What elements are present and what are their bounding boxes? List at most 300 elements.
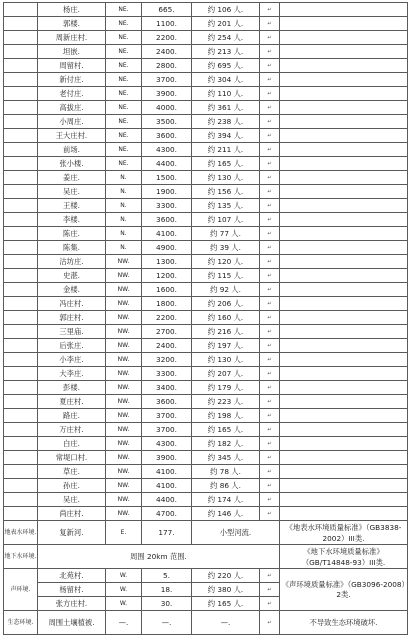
village-return-mark: ↵ bbox=[260, 353, 280, 367]
village-return-mark: ↵ bbox=[260, 283, 280, 297]
other-env-rows bbox=[4, 521, 408, 635]
village-name: 彭楼. bbox=[38, 381, 106, 395]
village-direction: NE. bbox=[106, 143, 142, 157]
village-standard-blank bbox=[280, 437, 408, 451]
village-distance: 3200. bbox=[142, 353, 192, 367]
village-blank-cell bbox=[4, 143, 38, 157]
village-row bbox=[4, 213, 408, 227]
village-row bbox=[4, 269, 408, 283]
village-name: 周留村. bbox=[38, 59, 106, 73]
village-return-mark: ↵ bbox=[260, 339, 280, 353]
village-population: 约 86 人. bbox=[192, 479, 260, 493]
acoustic-standard: 《声环境质量标准》（GB3096-2008）2类. bbox=[280, 569, 408, 611]
village-distance: 3600. bbox=[142, 395, 192, 409]
village-standard-blank bbox=[280, 3, 408, 17]
village-return-mark: ↵ bbox=[260, 507, 280, 521]
village-standard-blank bbox=[280, 409, 408, 423]
village-blank-cell bbox=[4, 297, 38, 311]
village-return-mark: ↵ bbox=[260, 325, 280, 339]
ecology-distance: —. bbox=[142, 611, 192, 635]
ground-water-row bbox=[4, 545, 408, 569]
village-distance: 4100. bbox=[142, 465, 192, 479]
village-direction: NW. bbox=[106, 381, 142, 395]
village-standard-blank bbox=[280, 199, 408, 213]
village-blank-cell bbox=[4, 423, 38, 437]
village-population: 约 107 人. bbox=[192, 213, 260, 227]
village-population: 约 207 人. bbox=[192, 367, 260, 381]
village-distance: 4400. bbox=[142, 157, 192, 171]
village-direction: NW. bbox=[106, 409, 142, 423]
village-direction: NW. bbox=[106, 367, 142, 381]
acoustic-return-1: ↵ bbox=[260, 569, 280, 583]
village-return-mark: ↵ bbox=[260, 297, 280, 311]
village-population: 约 135 人. bbox=[192, 199, 260, 213]
village-row bbox=[4, 185, 408, 199]
village-standard-blank bbox=[280, 353, 408, 367]
village-distance: 3400. bbox=[142, 381, 192, 395]
village-row bbox=[4, 339, 408, 353]
village-distance: 3500. bbox=[142, 115, 192, 129]
village-row bbox=[4, 129, 408, 143]
village-blank-cell bbox=[4, 493, 38, 507]
village-row bbox=[4, 283, 408, 297]
village-row bbox=[4, 409, 408, 423]
village-standard-blank bbox=[280, 171, 408, 185]
ecology-category: 生态环境. bbox=[4, 611, 38, 635]
village-standard-blank bbox=[280, 493, 408, 507]
village-return-mark: ↵ bbox=[260, 3, 280, 17]
village-standard-blank bbox=[280, 227, 408, 241]
village-distance: 4400. bbox=[142, 493, 192, 507]
village-return-mark: ↵ bbox=[260, 395, 280, 409]
village-name: 吴庄. bbox=[38, 185, 106, 199]
village-distance: 2400. bbox=[142, 339, 192, 353]
village-distance: 4100. bbox=[142, 227, 192, 241]
village-population: 约 130 人. bbox=[192, 353, 260, 367]
village-population: 约 695 人. bbox=[192, 59, 260, 73]
village-return-mark: ↵ bbox=[260, 409, 280, 423]
village-standard-blank bbox=[280, 45, 408, 59]
village-distance: 3700. bbox=[142, 73, 192, 87]
village-row bbox=[4, 493, 408, 507]
village-direction: N. bbox=[106, 213, 142, 227]
surface-water-row bbox=[4, 521, 408, 545]
village-distance: 1800. bbox=[142, 297, 192, 311]
village-row bbox=[4, 255, 408, 269]
village-population: 约 120 人. bbox=[192, 255, 260, 269]
village-direction: NW. bbox=[106, 507, 142, 521]
village-distance: 2700. bbox=[142, 325, 192, 339]
village-blank-cell bbox=[4, 451, 38, 465]
village-row bbox=[4, 241, 408, 255]
village-distance: 1900. bbox=[142, 185, 192, 199]
village-distance: 3600. bbox=[142, 129, 192, 143]
village-row bbox=[4, 479, 408, 493]
village-name: 尚庄村. bbox=[38, 507, 106, 521]
village-blank-cell bbox=[4, 269, 38, 283]
village-direction: NW. bbox=[106, 437, 142, 451]
village-blank-cell bbox=[4, 3, 38, 17]
village-distance: 2800. bbox=[142, 59, 192, 73]
village-standard-blank bbox=[280, 73, 408, 87]
ecology-population: —. bbox=[192, 611, 260, 635]
village-row bbox=[4, 325, 408, 339]
village-row bbox=[4, 143, 408, 157]
village-name: 万庄村. bbox=[38, 423, 106, 437]
village-name: 常堤口村. bbox=[38, 451, 106, 465]
village-row bbox=[4, 199, 408, 213]
village-standard-blank bbox=[280, 325, 408, 339]
village-distance: 3300. bbox=[142, 367, 192, 381]
village-return-mark: ↵ bbox=[260, 171, 280, 185]
village-blank-cell bbox=[4, 255, 38, 269]
village-distance: 3600. bbox=[142, 213, 192, 227]
village-direction: NW. bbox=[106, 255, 142, 269]
acoustic-return-2: ↵ bbox=[260, 583, 280, 597]
village-standard-blank bbox=[280, 59, 408, 73]
village-blank-cell bbox=[4, 129, 38, 143]
village-return-mark: ↵ bbox=[260, 269, 280, 283]
village-population: 约 201 人. bbox=[192, 17, 260, 31]
village-row bbox=[4, 31, 408, 45]
village-name: 后张庄. bbox=[38, 339, 106, 353]
village-return-mark: ↵ bbox=[260, 87, 280, 101]
village-direction: NE. bbox=[106, 59, 142, 73]
village-name: 姜庄. bbox=[38, 171, 106, 185]
village-distance: 4300. bbox=[142, 143, 192, 157]
acoustic-population-1: 约 220 人. bbox=[192, 569, 260, 583]
village-return-mark: ↵ bbox=[260, 367, 280, 381]
village-distance: 2200. bbox=[142, 31, 192, 45]
village-name: 金楼. bbox=[38, 283, 106, 297]
village-row bbox=[4, 437, 408, 451]
village-population: 约 165 人. bbox=[192, 423, 260, 437]
village-row bbox=[4, 3, 408, 17]
village-direction: NE. bbox=[106, 3, 142, 17]
village-distance: 665. bbox=[142, 3, 192, 17]
village-name: 草庄. bbox=[38, 465, 106, 479]
village-population: 约 106 人. bbox=[192, 3, 260, 17]
village-return-mark: ↵ bbox=[260, 465, 280, 479]
village-standard-blank bbox=[280, 395, 408, 409]
village-population: 约 198 人. bbox=[192, 409, 260, 423]
surface-water-name: 复新河. bbox=[38, 521, 106, 545]
village-blank-cell bbox=[4, 171, 38, 185]
sensitive-targets-table bbox=[3, 2, 408, 635]
village-row bbox=[4, 87, 408, 101]
village-blank-cell bbox=[4, 465, 38, 479]
village-standard-blank bbox=[280, 87, 408, 101]
village-distance: 4700. bbox=[142, 507, 192, 521]
acoustic-population-3: 约 165 人. bbox=[192, 597, 260, 611]
village-row bbox=[4, 311, 408, 325]
village-name: 史湛. bbox=[38, 269, 106, 283]
ecology-row bbox=[4, 611, 408, 635]
village-population: 约 39 人. bbox=[192, 241, 260, 255]
village-name: 冯庄村. bbox=[38, 297, 106, 311]
village-standard-blank bbox=[280, 367, 408, 381]
village-distance: 4900. bbox=[142, 241, 192, 255]
village-direction: NW. bbox=[106, 395, 142, 409]
acoustic-row bbox=[4, 569, 408, 583]
village-direction: NE. bbox=[106, 45, 142, 59]
village-row bbox=[4, 465, 408, 479]
village-population: 约 197 人. bbox=[192, 339, 260, 353]
acoustic-name-2: 杨留村. bbox=[38, 583, 106, 597]
village-name: 郭庄村. bbox=[38, 311, 106, 325]
village-distance: 3300. bbox=[142, 199, 192, 213]
village-population: 约 160 人. bbox=[192, 311, 260, 325]
village-blank-cell bbox=[4, 213, 38, 227]
village-name: 吴庄. bbox=[38, 493, 106, 507]
village-row bbox=[4, 45, 408, 59]
village-standard-blank bbox=[280, 157, 408, 171]
village-blank-cell bbox=[4, 17, 38, 31]
village-population: 约 213 人. bbox=[192, 45, 260, 59]
village-distance: 2200. bbox=[142, 311, 192, 325]
village-population: 约 156 人. bbox=[192, 185, 260, 199]
village-distance: 1500. bbox=[142, 171, 192, 185]
village-return-mark: ↵ bbox=[260, 59, 280, 73]
village-blank-cell bbox=[4, 115, 38, 129]
village-name: 路庄. bbox=[38, 409, 106, 423]
ground-water-scope: 周围 20km 范围. bbox=[38, 545, 280, 569]
village-blank-cell bbox=[4, 45, 38, 59]
village-name: 三里庙. bbox=[38, 325, 106, 339]
ground-water-standard: 《地下水环境质量标准》（GB/T14848-93）III类. bbox=[280, 545, 408, 569]
village-blank-cell bbox=[4, 395, 38, 409]
village-distance: 3900. bbox=[142, 451, 192, 465]
village-population: 约 254 人. bbox=[192, 31, 260, 45]
village-standard-blank bbox=[280, 283, 408, 297]
village-population: 约 211 人. bbox=[192, 143, 260, 157]
village-return-mark: ↵ bbox=[260, 31, 280, 45]
ecology-return: ↵ bbox=[260, 611, 280, 635]
village-direction: NW. bbox=[106, 339, 142, 353]
village-population: 约 206 人. bbox=[192, 297, 260, 311]
village-name: 杨庄. bbox=[38, 3, 106, 17]
village-blank-cell bbox=[4, 283, 38, 297]
village-blank-cell bbox=[4, 325, 38, 339]
village-name: 王楼. bbox=[38, 199, 106, 213]
village-return-mark: ↵ bbox=[260, 157, 280, 171]
village-name: 张小楼. bbox=[38, 157, 106, 171]
village-row bbox=[4, 451, 408, 465]
village-blank-cell bbox=[4, 101, 38, 115]
village-blank-cell bbox=[4, 339, 38, 353]
village-direction: NW. bbox=[106, 493, 142, 507]
village-blank-cell bbox=[4, 507, 38, 521]
village-return-mark: ↵ bbox=[260, 199, 280, 213]
surface-water-direction: E. bbox=[106, 521, 142, 545]
village-direction: NE. bbox=[106, 87, 142, 101]
village-direction: NW. bbox=[106, 283, 142, 297]
village-standard-blank bbox=[280, 451, 408, 465]
village-standard-blank bbox=[280, 507, 408, 521]
village-direction: NW. bbox=[106, 423, 142, 437]
surface-water-standard: 《地表水环境质量标准》（GB3838-2002）III类. bbox=[280, 521, 408, 545]
village-population: 约 361 人. bbox=[192, 101, 260, 115]
village-row bbox=[4, 115, 408, 129]
village-distance: 4000. bbox=[142, 101, 192, 115]
village-standard-blank bbox=[280, 269, 408, 283]
village-standard-blank bbox=[280, 241, 408, 255]
village-return-mark: ↵ bbox=[260, 227, 280, 241]
village-direction: NW. bbox=[106, 451, 142, 465]
village-row bbox=[4, 171, 408, 185]
village-direction: NW. bbox=[106, 269, 142, 283]
village-name: 陈集. bbox=[38, 241, 106, 255]
village-name: 夏庄村. bbox=[38, 395, 106, 409]
village-blank-cell bbox=[4, 409, 38, 423]
acoustic-return-3: ↵ bbox=[260, 597, 280, 611]
surface-water-distance: 177. bbox=[142, 521, 192, 545]
village-population: 约 130 人. bbox=[192, 171, 260, 185]
village-return-mark: ↵ bbox=[260, 17, 280, 31]
village-blank-cell bbox=[4, 381, 38, 395]
village-blank-cell bbox=[4, 353, 38, 367]
village-population: 约 115 人. bbox=[192, 269, 260, 283]
village-direction: NE. bbox=[106, 101, 142, 115]
village-row bbox=[4, 381, 408, 395]
village-row bbox=[4, 101, 408, 115]
village-row bbox=[4, 367, 408, 381]
village-name: 陈庄. bbox=[38, 227, 106, 241]
village-population: 约 77 人. bbox=[192, 227, 260, 241]
village-population: 约 78 人. bbox=[192, 465, 260, 479]
surface-water-category: 地表水环境. bbox=[4, 521, 38, 545]
village-name: 王大庄村. bbox=[38, 129, 106, 143]
village-direction: NW. bbox=[106, 297, 142, 311]
village-direction: NE. bbox=[106, 129, 142, 143]
village-standard-blank bbox=[280, 339, 408, 353]
village-name: 孙庄. bbox=[38, 479, 106, 493]
village-return-mark: ↵ bbox=[260, 45, 280, 59]
village-return-mark: ↵ bbox=[260, 437, 280, 451]
ecology-name: 周围土壤植被. bbox=[38, 611, 106, 635]
village-population: 约 394 人. bbox=[192, 129, 260, 143]
village-standard-blank bbox=[280, 311, 408, 325]
village-return-mark: ↵ bbox=[260, 479, 280, 493]
acoustic-distance-1: 5. bbox=[142, 569, 192, 583]
village-direction: N. bbox=[106, 241, 142, 255]
ecology-standard: 不导致生态环境破坏. bbox=[280, 611, 408, 635]
village-return-mark: ↵ bbox=[260, 311, 280, 325]
village-name: 大李庄. bbox=[38, 367, 106, 381]
acoustic-category: 声环境. bbox=[4, 569, 38, 611]
village-return-mark: ↵ bbox=[260, 101, 280, 115]
village-direction: N. bbox=[106, 185, 142, 199]
village-blank-cell bbox=[4, 59, 38, 73]
village-blank-cell bbox=[4, 437, 38, 451]
village-return-mark: ↵ bbox=[260, 185, 280, 199]
village-name: 郭楼. bbox=[38, 17, 106, 31]
village-population: 约 223 人. bbox=[192, 395, 260, 409]
village-row bbox=[4, 17, 408, 31]
village-standard-blank bbox=[280, 17, 408, 31]
village-distance: 3900. bbox=[142, 87, 192, 101]
village-row bbox=[4, 423, 408, 437]
village-distance: 1200. bbox=[142, 269, 192, 283]
village-return-mark: ↵ bbox=[260, 451, 280, 465]
village-blank-cell bbox=[4, 367, 38, 381]
village-blank-cell bbox=[4, 199, 38, 213]
village-blank-cell bbox=[4, 241, 38, 255]
village-standard-blank bbox=[280, 185, 408, 199]
surface-water-description: 小型河流. bbox=[192, 521, 280, 545]
village-standard-blank bbox=[280, 479, 408, 493]
village-return-mark: ↵ bbox=[260, 381, 280, 395]
village-row bbox=[4, 157, 408, 171]
ground-water-category: 地下水环境. bbox=[4, 545, 38, 569]
village-return-mark: ↵ bbox=[260, 241, 280, 255]
village-direction: NW. bbox=[106, 325, 142, 339]
village-population: 约 182 人. bbox=[192, 437, 260, 451]
village-population: 约 304 人. bbox=[192, 73, 260, 87]
village-return-mark: ↵ bbox=[260, 129, 280, 143]
village-distance: 1300. bbox=[142, 255, 192, 269]
village-blank-cell bbox=[4, 73, 38, 87]
village-blank-cell bbox=[4, 311, 38, 325]
acoustic-direction-1: W. bbox=[106, 569, 142, 583]
village-name: 坦嵌. bbox=[38, 45, 106, 59]
village-name: 白庄. bbox=[38, 437, 106, 451]
village-distance: 3700. bbox=[142, 409, 192, 423]
village-row bbox=[4, 507, 408, 521]
village-population: 约 146 人. bbox=[192, 507, 260, 521]
village-blank-cell bbox=[4, 185, 38, 199]
village-direction: NW. bbox=[106, 311, 142, 325]
village-name: 李楼. bbox=[38, 213, 106, 227]
village-direction: N. bbox=[106, 171, 142, 185]
acoustic-population-2: 约 380 人. bbox=[192, 583, 260, 597]
village-direction: NE. bbox=[106, 73, 142, 87]
village-row bbox=[4, 59, 408, 73]
village-name: 高拔庄. bbox=[38, 101, 106, 115]
acoustic-direction-2: W. bbox=[106, 583, 142, 597]
village-blank-cell bbox=[4, 479, 38, 493]
village-population: 约 179 人. bbox=[192, 381, 260, 395]
village-name: 小周庄. bbox=[38, 115, 106, 129]
village-row bbox=[4, 353, 408, 367]
acoustic-distance-3: 30. bbox=[142, 597, 192, 611]
village-row bbox=[4, 227, 408, 241]
village-direction: N. bbox=[106, 199, 142, 213]
village-population: 约 174 人. bbox=[192, 493, 260, 507]
village-population: 约 110 人. bbox=[192, 87, 260, 101]
acoustic-distance-2: 18. bbox=[142, 583, 192, 597]
village-name: 沽坊庄. bbox=[38, 255, 106, 269]
ecology-direction: —. bbox=[106, 611, 142, 635]
village-population: 约 238 人. bbox=[192, 115, 260, 129]
village-population: 约 92 人. bbox=[192, 283, 260, 297]
village-standard-blank bbox=[280, 423, 408, 437]
village-rows bbox=[4, 3, 408, 521]
village-name: 周新庄村. bbox=[38, 31, 106, 45]
village-distance: 4100. bbox=[142, 479, 192, 493]
village-blank-cell bbox=[4, 157, 38, 171]
village-blank-cell bbox=[4, 87, 38, 101]
village-row bbox=[4, 297, 408, 311]
village-name: 老付庄. bbox=[38, 87, 106, 101]
village-standard-blank bbox=[280, 115, 408, 129]
village-distance: 3700. bbox=[142, 423, 192, 437]
village-row bbox=[4, 395, 408, 409]
village-name: 新付庄. bbox=[38, 73, 106, 87]
village-direction: NE. bbox=[106, 31, 142, 45]
acoustic-name-3: 张方庄村. bbox=[38, 597, 106, 611]
village-standard-blank bbox=[280, 31, 408, 45]
